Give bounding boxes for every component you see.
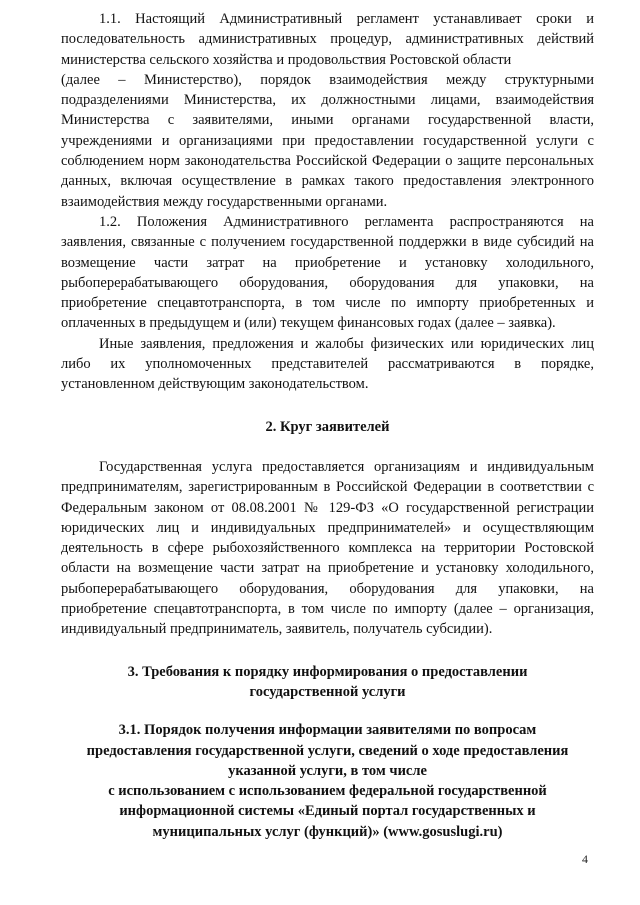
subsection-heading-3-1-line-3: указанной услуги, в том числе: [228, 762, 427, 779]
subsection-heading-3-1-line-6: муниципальных услуг (функций)» (www.gosuslugi.ru): [152, 823, 503, 840]
section-heading-2: 2. Круг заявителей: [265, 418, 390, 435]
subsection-heading-3-1-line-4: с использованием с использованием федеральной государственной: [108, 783, 547, 800]
document-page: [61, 9, 594, 842]
page-number: 4: [582, 852, 588, 866]
section-heading-3-line-1: 3. Требования к порядку информирования о предоставлении: [127, 663, 528, 680]
paragraph-1-2: 1.2. Положения Административного регламента распространяются на заявления, связанные с получением государственной поддержки в виде субсидий на возмещение части затрат на приобретение и установку холодильного, рыбоперерабатывающего оборудования, оборудования для упаковки, на приобретение спецавтотранспорта, в том числе по импорту приобретенных и оплаченных в предыдущем и (или) текущем финансовых годах (далее – заявка).: [61, 213, 594, 332]
paragraph-1-1-continued: (далее – Министерство), порядок взаимодействия между структурными подразделениями Министерства, их должностными лицами, взаимодействия Министерства с заявителями, иными органами государственной власти, учреждениями и организациями при предоставлении государственной услуги с соблюдением норм законодательства Российской Федерации о защите персональных данных, включая осуществление в рамках такого предоставления электронного взаимодействия между государственными органами.: [61, 71, 594, 210]
paragraph-1-1: 1.1. Настоящий Административный регламент устанавливает сроки и последовательность административных процедур, административных действий министерства сельского хозяйства и продовольствия Ростовской области: [61, 11, 594, 68]
paragraph-other-applications: Иные заявления, предложения и жалобы физических или юридических лиц либо их уполномоченных представителей рассматриваются в порядке, установленном действующим законодательством.: [61, 335, 594, 393]
paragraph-2: Государственная услуга предоставляется организациям и индивидуальным предпринимателям, зарегистрированным в Российской Федерации в соответствии с Федеральным законом от 08.08.2001 № 129-ФЗ «О государственной регистрации юридических лиц и индивидуальных предпринимателей» и осуществляющим деятельность в сфере рыбохозяйственного комплекса на территории Ростовской области на возмещение части затрат на приобретение и установку холодильного, рыбоперерабатывающего оборудования, оборудования для упаковки, на приобретение спецавтотранспорта, в том числе по импорту (далее – организация, индивидуальный предприниматель, заявитель, получатель субсидии).: [61, 458, 594, 638]
section-heading-3-line-2: государственной услуги: [249, 683, 406, 700]
subsection-heading-3-1-line-2: предоставления государственной услуги, сведений о ходе предоставления: [86, 742, 569, 759]
subsection-heading-3-1-line-5: информационной системы «Единый портал государственных и: [119, 803, 536, 820]
subsection-heading-3-1-line-1: 3.1. Порядок получения информации заявителями по вопросам: [118, 722, 537, 739]
